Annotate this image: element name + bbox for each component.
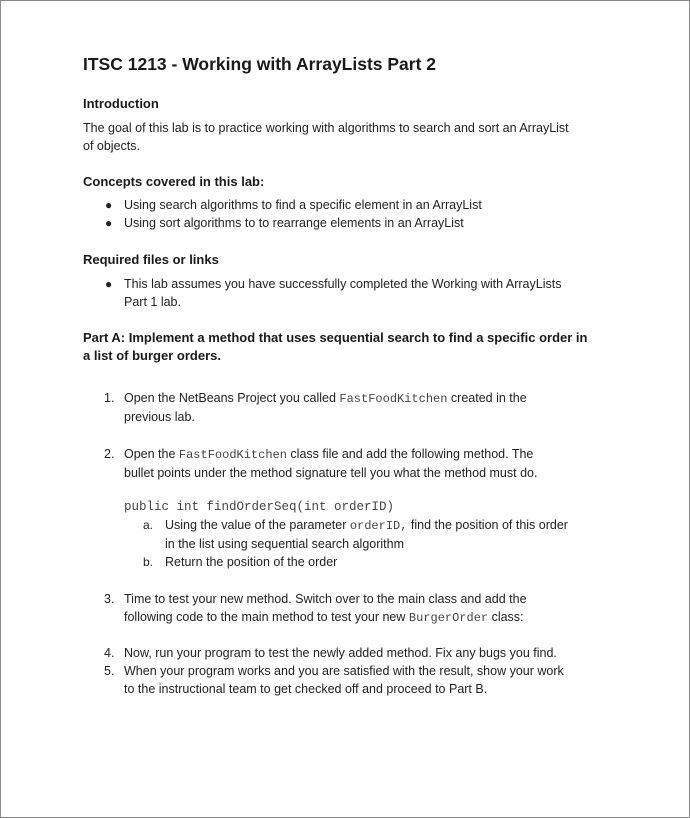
step-number: 1. [104, 391, 115, 405]
part-a-heading-line-2: a list of burger orders. [83, 348, 221, 363]
step-text: Open the [124, 447, 179, 461]
step-text: class file and add the following method. The [286, 447, 534, 461]
bullet-icon: ● [105, 198, 113, 212]
list-item [83, 275, 623, 311]
document-title: ITSC 1213 - Working with ArrayLists Part 2 [83, 54, 437, 74]
step-text: Now, run your program to test the newly added method. Fix any bugs you find. [124, 646, 557, 660]
step-text: following code to the main method to test your new [124, 610, 409, 624]
list-item [83, 196, 623, 214]
introduction-line-1: The goal of this lab is to practice working with algorithms to search and sort an ArrayList [83, 121, 569, 135]
step-text: created in the [447, 391, 527, 405]
introduction-text [83, 119, 623, 155]
subitem-text: Using the value of the parameter [165, 518, 350, 532]
step-text: class: [488, 610, 524, 624]
step-number: 3. [104, 592, 115, 606]
part-a-heading [83, 329, 623, 365]
required-item-line-1: This lab assumes you have successfully completed the Working with ArrayLists [124, 277, 562, 291]
part-a-steps [83, 389, 623, 482]
bullet-icon: ● [105, 216, 113, 230]
spacer [83, 627, 623, 644]
step-text: bullet points under the method signature tell you what the method must do. [124, 466, 538, 480]
subitem-letter: b. [143, 555, 154, 569]
step-number: 4. [104, 646, 115, 660]
bullet-icon: ● [105, 277, 113, 291]
list-item [83, 214, 623, 232]
introduction-heading: Introduction [83, 96, 159, 111]
introduction-line-2: of objects. [83, 139, 140, 153]
code-burgerorder: BurgerOrder [408, 611, 489, 625]
step-number: 5. [104, 664, 115, 678]
required-heading: Required files or links [83, 252, 219, 267]
required-list [83, 275, 623, 311]
step-4 [83, 644, 623, 662]
subitem-text: in the list using sequential search algorithm [165, 537, 405, 551]
subitem-b [83, 553, 623, 571]
step-2 [83, 445, 623, 482]
step-1 [83, 389, 623, 426]
step-text: Time to test your new method. Switch over to the main class and add the [124, 592, 527, 606]
concepts-list [83, 196, 623, 232]
step-text: previous lab. [124, 410, 195, 424]
step-text: When your program works and you are satisfied with the result, show your work [124, 664, 564, 678]
concept-item-text: Using search algorithms to find a specific element in an ArrayList [124, 198, 482, 212]
step-5 [83, 662, 623, 698]
step-text: Open the NetBeans Project you called [124, 391, 340, 405]
step-number: 2. [104, 447, 115, 461]
concepts-heading: Concepts covered in this lab: [83, 174, 265, 189]
document-content [83, 53, 623, 698]
spacer [83, 426, 623, 445]
method-signature: public int findOrderSeq(int orderID) [124, 500, 395, 514]
code-orderid: orderID, [349, 519, 408, 533]
subitem-a [83, 516, 623, 553]
step-3 [83, 590, 623, 627]
part-a-steps-continued [83, 590, 623, 698]
required-item-line-2: Part 1 lab. [124, 295, 181, 309]
code-fastfoodkitchen: FastFoodKitchen [339, 392, 448, 406]
step-text: to the instructional team to get checked off and proceed to Part B. [124, 682, 488, 696]
subitem-text: Return the position of the order [165, 555, 338, 569]
subitem-text: find the position of this order [407, 518, 568, 532]
subitem-letter: a. [143, 518, 154, 532]
concept-item-text: Using sort algorithms to to rearrange elements in an ArrayList [124, 216, 464, 230]
code-fastfoodkitchen: FastFoodKitchen [178, 448, 287, 462]
part-a-heading-line-1: Part A: Implement a method that uses sequential search to find a specific order in [83, 330, 588, 345]
